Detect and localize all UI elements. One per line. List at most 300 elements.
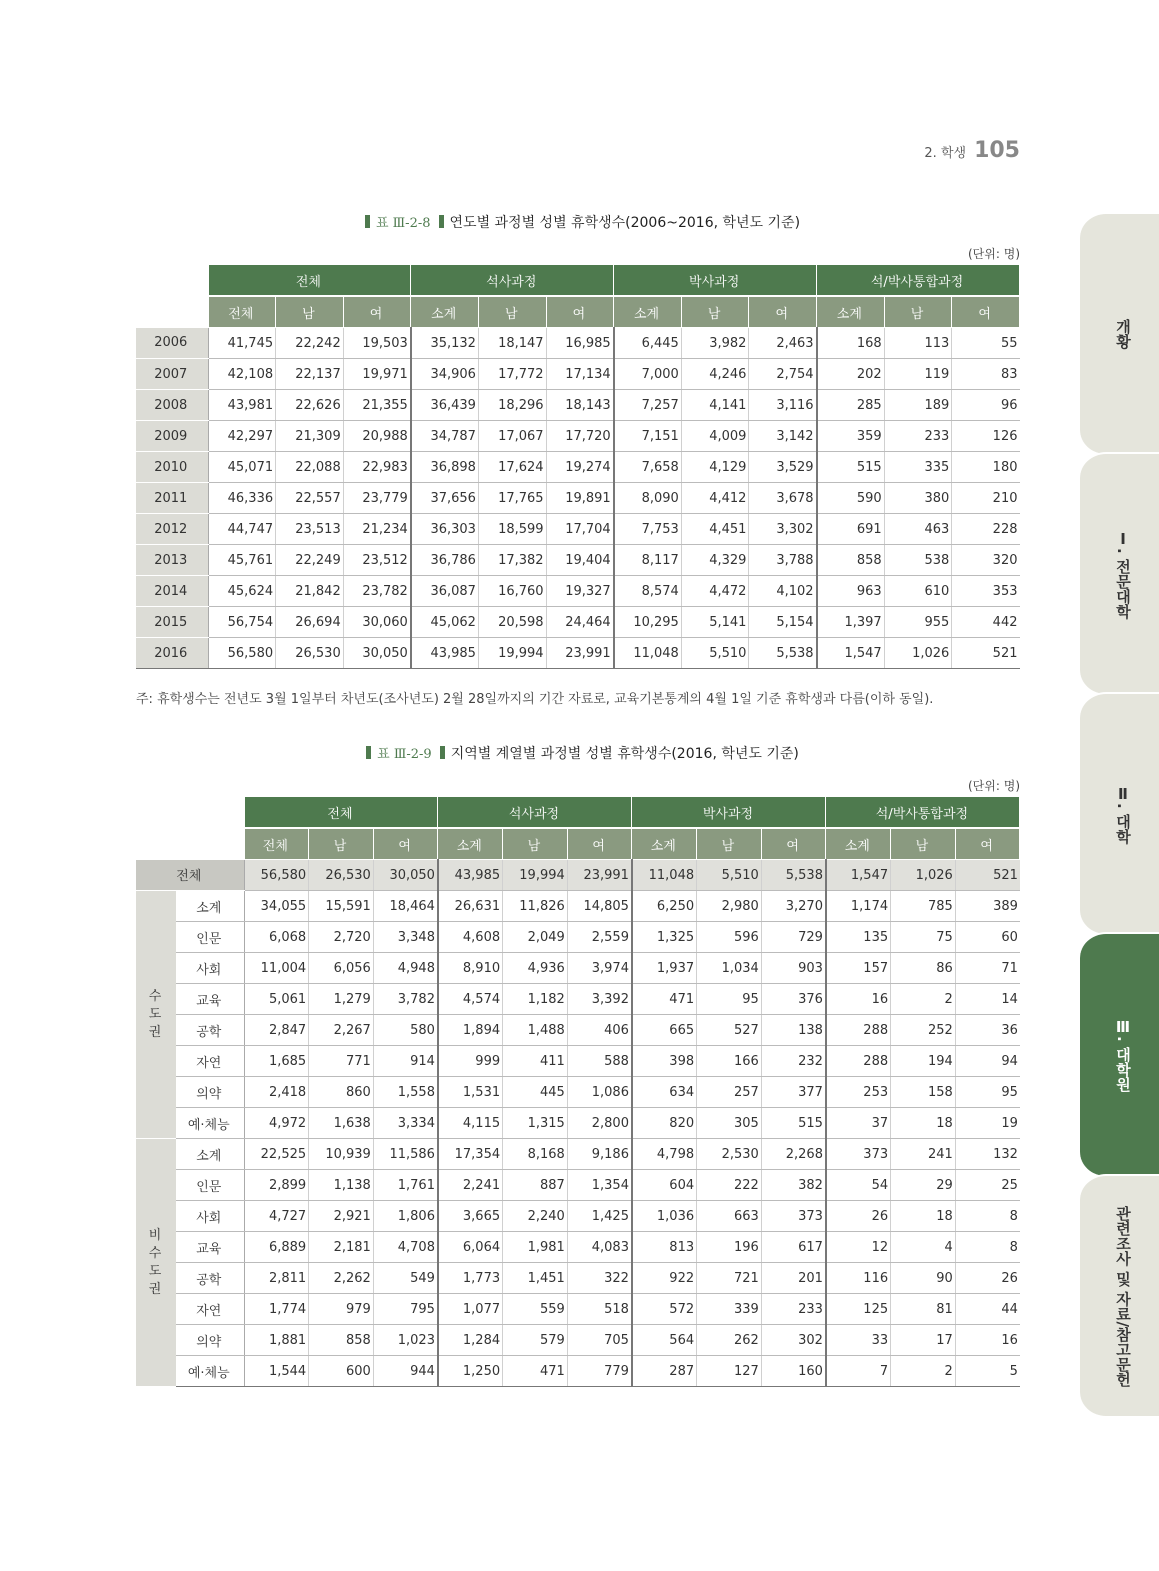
table-cell: 83: [952, 359, 1020, 390]
row-field-label: 자연: [176, 1294, 244, 1325]
table-cell: 19: [955, 1108, 1020, 1139]
table-cell: 228: [952, 514, 1020, 545]
side-tab-3[interactable]: [1080, 692, 1159, 936]
table-cell: 288: [826, 1015, 891, 1046]
table-row: [136, 1294, 1020, 1325]
table-cell: 34,055: [244, 891, 309, 922]
table-cell: 7,753: [614, 514, 682, 545]
table-cell: 6,068: [244, 922, 309, 953]
table-cell: 353: [952, 576, 1020, 607]
table-row: [136, 483, 1020, 514]
column-subheader: 소계: [826, 828, 891, 860]
table-cell: 11,826: [503, 891, 568, 922]
table-cell: 36,786: [411, 545, 479, 576]
table-cell: 1,544: [244, 1356, 309, 1387]
table-cell: 3,270: [761, 891, 826, 922]
table-cell: 26,530: [276, 638, 344, 669]
table-cell: 3,142: [749, 421, 817, 452]
table-cell: 721: [697, 1263, 762, 1294]
table-cell: 691: [817, 514, 885, 545]
table-cell: 46,336: [208, 483, 276, 514]
table-cell: 285: [817, 390, 885, 421]
table-row: [136, 1325, 1020, 1356]
table-cell: 3,665: [438, 1201, 503, 1232]
table-cell: 94: [955, 1046, 1020, 1077]
column-subheader: 남: [891, 828, 956, 860]
table-cell: 914: [373, 1046, 438, 1077]
table-cell: 3,678: [749, 483, 817, 514]
table-cell: 19,503: [343, 328, 411, 359]
table-cell: 45,071: [208, 452, 276, 483]
table-cell: 56,580: [244, 860, 309, 891]
table-cell: 43,981: [208, 390, 276, 421]
table-cell: 56,754: [208, 607, 276, 638]
table-cell: 15,591: [309, 891, 374, 922]
table1-unit: (단위: 명): [968, 247, 1020, 261]
table-cell: 820: [632, 1108, 697, 1139]
table-cell: 262: [697, 1325, 762, 1356]
region-label-char: 도: [148, 1006, 162, 1022]
table-cell: 202: [817, 359, 885, 390]
caption-bar-icon: [366, 746, 371, 759]
table-cell: 35,132: [411, 328, 479, 359]
table-cell: 2,811: [244, 1263, 309, 1294]
table-cell: 1,325: [632, 922, 697, 953]
table-cell: 22,557: [276, 483, 344, 514]
table-cell: 5,510: [697, 860, 762, 891]
table-row: [136, 1356, 1020, 1387]
table-cell: 26,530: [309, 860, 374, 891]
table-cell: 8: [955, 1232, 1020, 1263]
table-cell: 17,720: [546, 421, 614, 452]
table-cell: 3,116: [749, 390, 817, 421]
table-cell: 2,980: [697, 891, 762, 922]
side-tab-label: 관련조사 및 자료/참고문헌: [1114, 1205, 1132, 1387]
table-cell: 43,985: [411, 638, 479, 669]
table-cell: 8,574: [614, 576, 682, 607]
table-cell: 23,991: [546, 638, 614, 669]
column-subheader: 전체: [208, 296, 276, 328]
table-cell: 6,056: [309, 953, 374, 984]
table-cell: 232: [761, 1046, 826, 1077]
table-cell: 955: [884, 607, 952, 638]
column-subheader: 여: [955, 828, 1020, 860]
table-cell: 22,088: [276, 452, 344, 483]
table-cell: 7: [826, 1356, 891, 1387]
table-cell: 16,760: [478, 576, 546, 607]
table-cell: 1,547: [817, 638, 885, 669]
table-cell: 4,798: [632, 1139, 697, 1170]
table-cell: 222: [697, 1170, 762, 1201]
table-cell: 979: [309, 1294, 374, 1325]
table-cell: 600: [309, 1356, 374, 1387]
table-cell: 4,608: [438, 922, 503, 953]
table-row: [136, 891, 1020, 922]
side-tab-4[interactable]: [1080, 932, 1159, 1178]
table-cell: 4,129: [681, 452, 749, 483]
section-title: 2. 학생: [924, 146, 967, 161]
table-cell: 2: [891, 1356, 956, 1387]
table-cell: 1,138: [309, 1170, 374, 1201]
table-cell: 26,631: [438, 891, 503, 922]
table-cell: 302: [761, 1325, 826, 1356]
table-cell: 4,936: [503, 953, 568, 984]
page-header: [880, 138, 1020, 163]
row-field-label: 예·체능: [176, 1356, 244, 1387]
column-subheader: 여: [749, 296, 817, 328]
column-subheader: 여: [546, 296, 614, 328]
table-cell: 22,983: [343, 452, 411, 483]
table1-corner: [136, 265, 208, 328]
row-field-label: 공학: [176, 1015, 244, 1046]
table-cell: 16: [826, 984, 891, 1015]
row-field-label: 예·체능: [176, 1108, 244, 1139]
table-cell: 168: [817, 328, 885, 359]
table-cell: 210: [952, 483, 1020, 514]
table-cell: 521: [952, 638, 1020, 669]
table-cell: 4,574: [438, 984, 503, 1015]
table-cell: 126: [952, 421, 1020, 452]
table-cell: 7,000: [614, 359, 682, 390]
table-cell: 11,004: [244, 953, 309, 984]
table-cell: 4,102: [749, 576, 817, 607]
table-cell: 2,262: [309, 1263, 374, 1294]
table-cell: 4,451: [681, 514, 749, 545]
table-cell: 382: [761, 1170, 826, 1201]
table-cell: 95: [955, 1077, 1020, 1108]
table-cell: 287: [632, 1356, 697, 1387]
table-cell: 779: [567, 1356, 632, 1387]
table-cell: 18,147: [478, 328, 546, 359]
table-cell: 8,117: [614, 545, 682, 576]
table-cell: 23,512: [343, 545, 411, 576]
row-year-label: 2008: [136, 390, 208, 421]
side-tab-1[interactable]: [1080, 212, 1159, 456]
column-subheader: 소계: [438, 828, 503, 860]
table-cell: 2,181: [309, 1232, 374, 1263]
side-tab-2[interactable]: [1080, 452, 1159, 696]
table-cell: 538: [884, 545, 952, 576]
table-cell: 113: [884, 328, 952, 359]
table-cell: 1,026: [891, 860, 956, 891]
table-row: [136, 390, 1020, 421]
table-cell: 3,782: [373, 984, 438, 1015]
table-cell: 359: [817, 421, 885, 452]
table-row: [136, 1108, 1020, 1139]
table-cell: 580: [373, 1015, 438, 1046]
table-cell: 549: [373, 1263, 438, 1294]
table-row: [136, 452, 1020, 483]
table-cell: 2,418: [244, 1077, 309, 1108]
table-cell: 590: [817, 483, 885, 514]
table-cell: 1,026: [884, 638, 952, 669]
table-cell: 119: [884, 359, 952, 390]
table-cell: 21,234: [343, 514, 411, 545]
row-field-label: 소계: [176, 1139, 244, 1170]
table-cell: 257: [697, 1077, 762, 1108]
column-subheader: 소계: [817, 296, 885, 328]
table-cell: 6,889: [244, 1232, 309, 1263]
table-row: [136, 1046, 1020, 1077]
table-cell: 2: [891, 984, 956, 1015]
table-cell: 17,765: [478, 483, 546, 514]
table-row-total: [136, 860, 1020, 891]
table-cell: 12: [826, 1232, 891, 1263]
table-cell: 515: [761, 1108, 826, 1139]
table-cell: 2,720: [309, 922, 374, 953]
table-cell: 95: [697, 984, 762, 1015]
table-cell: 16,985: [546, 328, 614, 359]
table-cell: 24,464: [546, 607, 614, 638]
table-cell: 22,525: [244, 1139, 309, 1170]
table-cell: 1,773: [438, 1263, 503, 1294]
table-cell: 23,782: [343, 576, 411, 607]
table-cell: 527: [697, 1015, 762, 1046]
table-cell: 6,445: [614, 328, 682, 359]
table-cell: 26: [826, 1201, 891, 1232]
table1: [136, 264, 1020, 669]
table-cell: 180: [952, 452, 1020, 483]
table-cell: 19,274: [546, 452, 614, 483]
table2: [136, 796, 1020, 1387]
row-year-label: 2015: [136, 607, 208, 638]
table-cell: 377: [761, 1077, 826, 1108]
table-cell: 22,137: [276, 359, 344, 390]
table-cell: 1,451: [503, 1263, 568, 1294]
column-subheader: 여: [952, 296, 1020, 328]
table-cell: 471: [632, 984, 697, 1015]
column-subheader: 남: [681, 296, 749, 328]
table-cell: 3,788: [749, 545, 817, 576]
table-cell: 29: [891, 1170, 956, 1201]
table-cell: 5,538: [749, 638, 817, 669]
table-cell: 37: [826, 1108, 891, 1139]
table-cell: 75: [891, 922, 956, 953]
column-subheader: 여: [567, 828, 632, 860]
table-cell: 8,090: [614, 483, 682, 514]
table-cell: 1,023: [373, 1325, 438, 1356]
table-cell: 45,761: [208, 545, 276, 576]
table-cell: 30,060: [343, 607, 411, 638]
table-cell: 4,083: [567, 1232, 632, 1263]
table-cell: 19,891: [546, 483, 614, 514]
caption-bar-icon: [365, 215, 370, 228]
table-cell: 2,240: [503, 1201, 568, 1232]
table-cell: 2,268: [761, 1139, 826, 1170]
row-field-label: 자연: [176, 1046, 244, 1077]
table-cell: 380: [884, 483, 952, 514]
table-cell: 10,295: [614, 607, 682, 638]
column-subheader: 소계: [632, 828, 697, 860]
table-cell: 19,404: [546, 545, 614, 576]
table-cell: 37,656: [411, 483, 479, 514]
table-cell: 411: [503, 1046, 568, 1077]
table-cell: 1,315: [503, 1108, 568, 1139]
table-cell: 26: [955, 1263, 1020, 1294]
table-cell: 604: [632, 1170, 697, 1201]
table-cell: 339: [697, 1294, 762, 1325]
table-cell: 442: [952, 607, 1020, 638]
table-cell: 241: [891, 1139, 956, 1170]
table1-title: 연도별 과정별 성별 휴학생수(2006~2016, 학년도 기준): [449, 215, 801, 231]
table-cell: 22,249: [276, 545, 344, 576]
column-group-header: 석사과정: [438, 797, 632, 829]
table-cell: 288: [826, 1046, 891, 1077]
region-label-char: 수: [148, 988, 162, 1004]
table-cell: 11,586: [373, 1139, 438, 1170]
side-tab-5[interactable]: [1080, 1174, 1159, 1418]
row-year-label: 2014: [136, 576, 208, 607]
table-cell: 445: [503, 1077, 568, 1108]
table-cell: 518: [567, 1294, 632, 1325]
table-cell: 795: [373, 1294, 438, 1325]
table-cell: 17,354: [438, 1139, 503, 1170]
table-cell: 196: [697, 1232, 762, 1263]
side-tab-label: Ⅰ. 전문대학: [1114, 529, 1132, 619]
table-cell: 663: [697, 1201, 762, 1232]
table-row: [136, 984, 1020, 1015]
table-row: [136, 1170, 1020, 1201]
column-group-header: 석사과정: [411, 265, 614, 297]
region-label-char: 권: [148, 1024, 162, 1040]
table-cell: 4,141: [681, 390, 749, 421]
column-group-header: 박사과정: [614, 265, 817, 297]
table-cell: 2,899: [244, 1170, 309, 1201]
table-cell: 25: [955, 1170, 1020, 1201]
table-cell: 4,727: [244, 1201, 309, 1232]
table-cell: 999: [438, 1046, 503, 1077]
table-cell: 19,327: [546, 576, 614, 607]
table2-unit: (단위: 명): [968, 779, 1020, 793]
table-cell: 36,087: [411, 576, 479, 607]
table-row: [136, 1015, 1020, 1046]
table-cell: 18,464: [373, 891, 438, 922]
table-cell: 18,599: [478, 514, 546, 545]
table-cell: 233: [884, 421, 952, 452]
table-cell: 1,279: [309, 984, 374, 1015]
table-cell: 1,881: [244, 1325, 309, 1356]
table-cell: 135: [826, 922, 891, 953]
table-cell: 705: [567, 1325, 632, 1356]
table-cell: 944: [373, 1356, 438, 1387]
row-field-label: 의약: [176, 1077, 244, 1108]
table-cell: 9,186: [567, 1139, 632, 1170]
caption-bar-icon: [439, 215, 444, 228]
table-cell: 18,143: [546, 390, 614, 421]
table-cell: 2,847: [244, 1015, 309, 1046]
side-tab-label: Ⅱ. 대학: [1114, 784, 1132, 844]
row-year-label: 2006: [136, 328, 208, 359]
table-cell: 96: [952, 390, 1020, 421]
table-cell: 2,049: [503, 922, 568, 953]
table2-label: 표 Ⅲ-2-9: [377, 747, 432, 762]
table-row: [136, 607, 1020, 638]
table-cell: 36,439: [411, 390, 479, 421]
table-cell: 6,064: [438, 1232, 503, 1263]
row-year-label: 2012: [136, 514, 208, 545]
table-cell: 116: [826, 1263, 891, 1294]
table-cell: 23,991: [567, 860, 632, 891]
table-cell: 7,257: [614, 390, 682, 421]
table-cell: 2,754: [749, 359, 817, 390]
table-cell: 1,036: [632, 1201, 697, 1232]
table-cell: 8,168: [503, 1139, 568, 1170]
table-cell: 860: [309, 1077, 374, 1108]
table-cell: 201: [761, 1263, 826, 1294]
table-cell: 305: [697, 1108, 762, 1139]
table-cell: 71: [955, 953, 1020, 984]
table-cell: 5: [955, 1356, 1020, 1387]
row-year-label: 2011: [136, 483, 208, 514]
table-cell: 81: [891, 1294, 956, 1325]
table-cell: 373: [761, 1201, 826, 1232]
table-cell: 45,624: [208, 576, 276, 607]
table-cell: 322: [567, 1263, 632, 1294]
table-cell: 21,355: [343, 390, 411, 421]
table-cell: 166: [697, 1046, 762, 1077]
table-cell: 596: [697, 922, 762, 953]
table-cell: 5,510: [681, 638, 749, 669]
table-cell: 3,348: [373, 922, 438, 953]
table-row: [136, 545, 1020, 576]
table-cell: 21,309: [276, 421, 344, 452]
table-cell: 54: [826, 1170, 891, 1201]
table-cell: 14: [955, 984, 1020, 1015]
region-label-char: 도: [148, 1263, 162, 1279]
column-group-header: 전체: [244, 797, 438, 829]
table-cell: 20,988: [343, 421, 411, 452]
table-cell: 572: [632, 1294, 697, 1325]
table-cell: 36: [955, 1015, 1020, 1046]
region-label: [136, 891, 176, 1139]
table-cell: 56,580: [208, 638, 276, 669]
table-cell: 813: [632, 1232, 697, 1263]
table-cell: 16: [955, 1325, 1020, 1356]
table-cell: 564: [632, 1325, 697, 1356]
column-subheader: 남: [503, 828, 568, 860]
table-cell: 398: [632, 1046, 697, 1077]
table-cell: 903: [761, 953, 826, 984]
table-row: [136, 514, 1020, 545]
table-cell: 11,048: [614, 638, 682, 669]
page-number: 105: [974, 138, 1020, 163]
table-cell: 42,297: [208, 421, 276, 452]
column-group-header: 박사과정: [632, 797, 826, 829]
table-cell: 1,531: [438, 1077, 503, 1108]
table-cell: 55: [952, 328, 1020, 359]
table2-title: 지역별 계열별 과정별 성별 휴학생수(2016, 학년도 기준): [450, 746, 799, 762]
table-cell: 158: [891, 1077, 956, 1108]
table-cell: 17,772: [478, 359, 546, 390]
table-cell: 858: [309, 1325, 374, 1356]
table-cell: 18: [891, 1201, 956, 1232]
table-cell: 1,638: [309, 1108, 374, 1139]
table-row: [136, 328, 1020, 359]
table-cell: 2,921: [309, 1201, 374, 1232]
table-cell: 253: [826, 1077, 891, 1108]
side-tab-label: 개황: [1114, 319, 1132, 349]
column-subheader: 남: [276, 296, 344, 328]
column-group-header: 석/박사통합과정: [817, 265, 1020, 297]
table-cell: 1,488: [503, 1015, 568, 1046]
table-cell: 17,134: [546, 359, 614, 390]
table-cell: 335: [884, 452, 952, 483]
table-cell: 7,151: [614, 421, 682, 452]
table-cell: 44,747: [208, 514, 276, 545]
table-cell: 2,463: [749, 328, 817, 359]
table-cell: 3,529: [749, 452, 817, 483]
table-cell: 1,761: [373, 1170, 438, 1201]
